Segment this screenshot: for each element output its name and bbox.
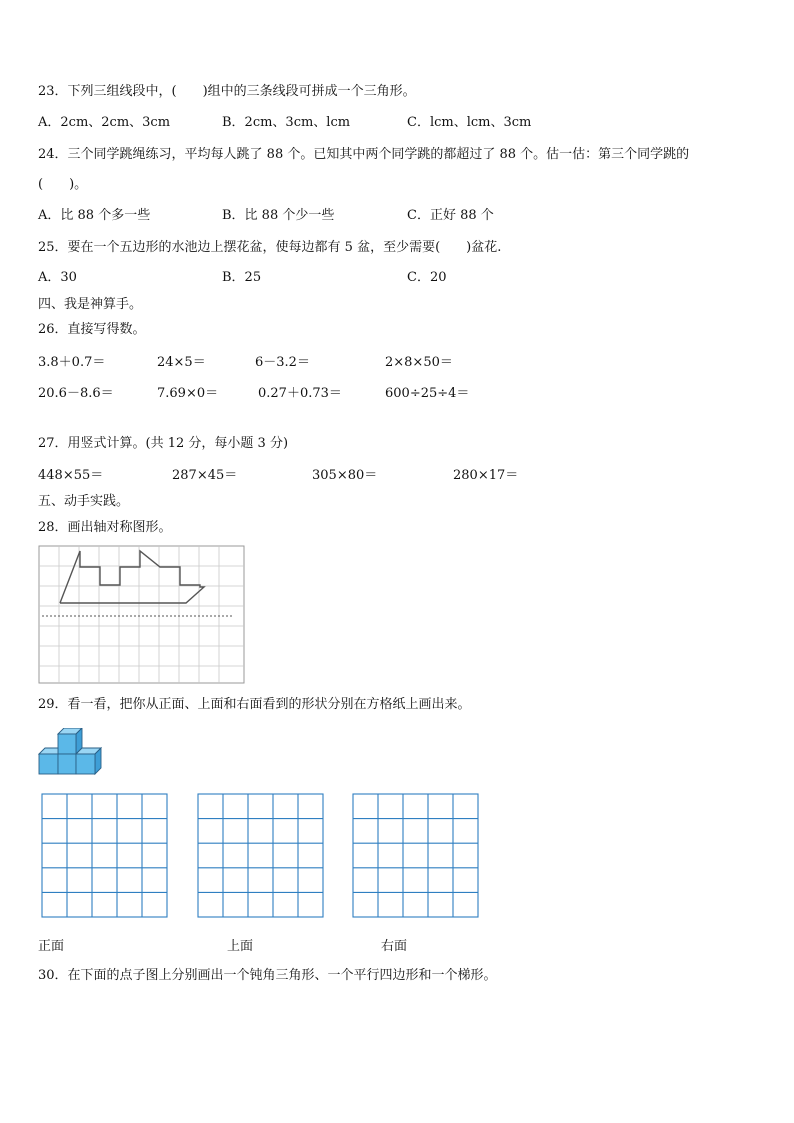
right-view-grid[interactable] (352, 793, 480, 919)
q23-option-c: C．lcm、lcm、3cm (407, 115, 532, 130)
section-4-heading: 四、我是神算手。 (38, 297, 143, 312)
q24-option-c: C．正好 88 个 (407, 208, 494, 223)
front-view-label: 正面 (38, 939, 65, 954)
q26-row2-item: 0.27＋0.73＝ (258, 386, 342, 401)
q26-row1-item: 6－3.2＝ (255, 355, 310, 370)
q27-item: 448×55＝ (38, 468, 104, 483)
q27-item: 305×80＝ (312, 468, 378, 483)
q26-stem: 26．直接写得数。 (38, 322, 146, 337)
q28-grid-figure (38, 545, 246, 685)
right-view-label: 右面 (381, 939, 408, 954)
q28-stem: 28．画出轴对称图形。 (38, 520, 172, 535)
top-view-grid[interactable] (197, 793, 325, 919)
q23-stem: 23．下列三组线段中，( )组中的三条线段可拼成一个三角形。 (38, 84, 416, 99)
q23-option-b: B．2cm、3cm、lcm (222, 115, 351, 130)
section-5-heading: 五、动手实践。 (38, 494, 130, 509)
q26-row2-item: 20.6－8.6＝ (38, 386, 114, 401)
ship-shape (60, 551, 204, 603)
q30-stem: 30．在下面的点子图上分别画出一个钝角三角形、一个平行四边形和一个梯形。 (38, 968, 497, 983)
cube-stack-figure (38, 728, 106, 776)
q26-row2-item: 7.69×0＝ (157, 386, 219, 401)
q24-stem: 24．三个同学跳绳练习，平均每人跳了 88 个。已知其中两个同学跳的都超过了 88 个。估一估：第三个同学跳的 (38, 147, 690, 162)
q25-option-b: B．25 (222, 270, 262, 285)
q26-row1-item: 3.8＋0.7＝ (38, 355, 106, 370)
q26-row2-item: 600÷25÷4＝ (385, 386, 470, 401)
q24-option-a: A．比 88 个多一些 (38, 208, 151, 223)
q26-row1-item: 24×5＝ (157, 355, 206, 370)
q25-option-c: C．20 (407, 270, 447, 285)
q23-option-a: A．2cm、2cm、3cm (38, 115, 171, 130)
q27-item: 287×45＝ (172, 468, 238, 483)
q29-stem: 29．看一看，把你从正面、上面和右面看到的形状分别在方格纸上画出来。 (38, 697, 471, 712)
q25-option-a: A．30 (38, 270, 77, 285)
q27-stem: 27．用竖式计算。(共 12 分，每小题 3 分) (38, 436, 289, 451)
top-view-label: 上面 (227, 939, 254, 954)
q26-row1-item: 2×8×50＝ (385, 355, 453, 370)
q25-stem: 25．要在一个五边形的水池边上摆花盆，使每边都有 5 盆，至少需要( )盆花. (38, 240, 502, 255)
q24-option-b: B．比 88 个少一些 (222, 208, 335, 223)
q24-stem-cont: ( )。 (38, 177, 88, 192)
front-view-grid[interactable] (41, 793, 169, 919)
q27-item: 280×17＝ (453, 468, 519, 483)
